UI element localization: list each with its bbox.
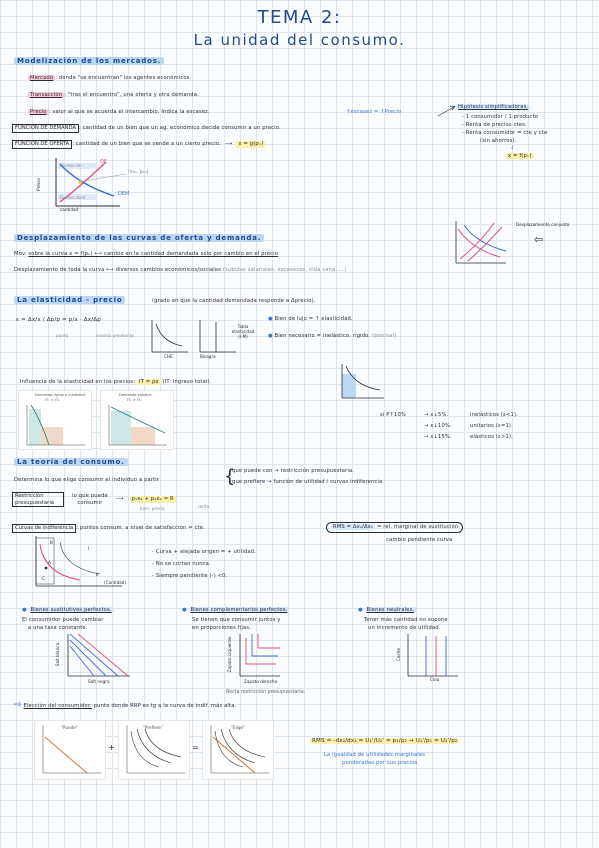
restriccion-note-renta: renta [198, 504, 210, 509]
complementarios-text: Se tienen que consumir juntos y [192, 617, 281, 623]
neutrales-graph [404, 632, 460, 680]
shift-graph [452, 219, 508, 267]
def-mercado: Mercado : donde "se encuentran" los agentes económicos. [30, 75, 192, 81]
sustitutivos-graph [64, 632, 134, 680]
sustitutivos-text: El consumidor puede cambiar [22, 617, 104, 623]
curvas-indiferencia-box: Curvas de indiferencia [12, 524, 76, 533]
neutrales-xlabel: Cola [430, 677, 440, 682]
complementarios-title: ● Bienes complementarios perfectos. [182, 607, 288, 613]
rms-note: cambio pendiente curva [386, 537, 453, 543]
left-arrow-icon: ⇦ [534, 233, 544, 246]
thumb-demanda-elastica: Demanda elástica IT₁ > IT₂ [100, 390, 174, 450]
section-heading-teoria-consumo: La teoría del consumo. [14, 458, 128, 467]
graph-a-label: CHE [164, 354, 173, 359]
neutrales-title: ● Bienes neutrales. [358, 607, 415, 613]
desplazamiento-curva: Desplazamiento de toda la curva ⟷ diversos cambios económicos/sociales (subidas salariales, escaseces, vida sana, ...) [14, 267, 347, 273]
restriccion-formula: p₁x₁ + p₂x₂ = R [131, 496, 174, 502]
hypothesis-item: (sin ahorros). [480, 138, 517, 144]
formula-note-inversa: inversa pendiente [96, 333, 134, 338]
page-subtitle: La unidad del consumo. [193, 31, 406, 49]
page-title: TEMA 2: [257, 7, 342, 28]
graph-label-equilibrium: (x₀₀, p₀₀) [128, 170, 149, 175]
sustitutivos-xlabel: Salt negra [88, 679, 110, 684]
ci-label-i: I [88, 546, 90, 551]
hypothesis-item: - Renta de precios ctes. [462, 122, 527, 128]
hypothesis-item: - 1 consumidor / 1 producto [462, 114, 539, 120]
choice-image-puede: "Puede" [34, 720, 106, 780]
rms-equality-formula: RMS = -dx₂/dx₁ = U₁'/U₂' = p₁/p₂ → U₁'/p₁ = U₂'/p₂ [312, 738, 458, 744]
arrow-icon: ⟶ [116, 496, 124, 502]
restriccion-text: lo que puede consumir [72, 492, 108, 506]
funcion-oferta-box: FUNCIÓN DE OFERTA [12, 140, 72, 149]
graph-b-label: Bisagra [200, 354, 216, 359]
elasticidad-formula: ε = Δx/x / Δp/p = p/x · Δx/Δp [16, 317, 101, 323]
funcion-demanda-box: FUNCIÓN DE DEMANDA [12, 124, 79, 133]
shift-label: Desplazamiento conjunto [516, 222, 570, 227]
restriccion-row [12, 492, 176, 507]
bien-necesario: ● Bien necesario = inelástico, rígido. (pan/sal) [268, 333, 397, 339]
formula-note-punto: punto [56, 333, 69, 338]
brace-prefiere: que prefiere → función de utilidad / curvas indiferencia [232, 479, 383, 485]
mov-sobre-curva: Mov. sobre la curva x = f(pₓ) ⟷ cambio en la cantidad demandada sólo por cambio en el precio [14, 251, 279, 257]
def-funcion-oferta [12, 140, 265, 149]
neutrales-text: un incremento de utilidad. [368, 625, 441, 631]
sustitutivos-title: ● Bienes sustitutivos perfectos. [22, 607, 112, 613]
neutrales-ylabel: Coche [396, 647, 402, 662]
rms-equality-note: La igualdad de utilidades marginales [324, 752, 426, 758]
it-graph [338, 362, 388, 402]
ci-property: - No se cortan nunca. [152, 561, 211, 567]
elasticity-graph-a [148, 318, 192, 356]
graph-c-label: Tabla elasticidad (I·M) [231, 324, 255, 339]
brace-icon: { [224, 466, 236, 487]
graph-label-of: OF [100, 159, 107, 165]
complementarios-text: en proporciones fijas. [192, 625, 251, 631]
ci-label-ii: II [96, 572, 99, 577]
neutrales-text: Tener más cantidad no supone [364, 617, 448, 623]
eleccion-row: ⇨ Elección del consumidor: punto donde RRP es tg a la curva de indif. más alta. [14, 700, 237, 710]
hypothesis-item: - Renta consumidor = cte y cte [462, 130, 548, 136]
bien-lujo: ● Bien de lujo = ↑ elasticidad. [268, 316, 353, 322]
brace-puede: que puede con → restricción presupuestaria. [232, 468, 355, 474]
ci-property: - Curva + alejada origen = + utilidad. [152, 549, 256, 555]
graph-label-exceso-of: Exceso de [60, 163, 82, 168]
funcion-demanda-text: : cantidad de un bien que un ag. económico decide consumir a un precio. [78, 125, 281, 131]
pct-row: → x↓15%. elásticos (ε>1). [424, 434, 513, 440]
sustitutivos-ylabel: Salt blanca [55, 642, 61, 667]
op-plus: + [108, 743, 115, 752]
rms-equality-note: ponderadas por sus precios. [342, 760, 420, 766]
thumb-demanda-rigida: Demanda rígida o inelástica IT₁ < IT₂ [18, 390, 92, 450]
arrow-icon: ⟶ [224, 141, 233, 147]
pct-row: si P↑10% → x↓5%. inelásticos (ε<1). [380, 412, 518, 418]
ci-label-a: A [48, 560, 51, 565]
graph-axis-y: Precio [35, 178, 41, 191]
choice-image-elige: "Elige" [202, 720, 274, 780]
complementarios-graph [236, 632, 282, 680]
down-arrow-icon: ↓ [510, 145, 515, 151]
section-heading-elasticidad: La elasticidad - precio [14, 296, 125, 305]
ci-label-cantidad: (Cantidad) [104, 580, 127, 585]
funcion-oferta-formula: x = g(pₓ) [238, 141, 264, 147]
influencia-elasticidad: Influencia de la elasticidad en los precios: IT = px (IT: ingreso total). [20, 379, 212, 385]
ci-property: - Siempre pendiente (-) <0. [152, 573, 228, 579]
hypothesis-title: Hipótesis simplificadoras. [458, 104, 529, 110]
graph-label-dem: DEM [118, 191, 130, 197]
graph-axis-x: cantidad [60, 207, 79, 212]
def-precio: Precio : valor al que se acuerda el intercambio. Indica la escasez. [30, 109, 210, 115]
curvas-indiferencia-text: : puntos consum. a nivel de satisfacción = cte. [76, 525, 205, 531]
hypothesis-formula: x = f(pₓ) [508, 153, 532, 159]
graph-label-exceso-dem: Exceso dem. [60, 195, 87, 200]
op-equals: = [192, 743, 199, 752]
recta-label: Recta restricción presupuestaria. [226, 690, 306, 695]
indifference-graph [30, 534, 140, 594]
hypothesis-arrow-icon [438, 104, 458, 118]
complementarios-ylabel: Zapato izquierdo [227, 636, 233, 673]
precio-note: ↑escasez = ↑Precio [346, 109, 402, 115]
def-transaccion: Transacción : "tras el encuentro", una oferta y otra demanda. [30, 92, 199, 98]
restriccion-note: bien, precio [140, 506, 165, 511]
right-arrow-icon: ⇨ [14, 700, 22, 710]
complementarios-xlabel: Zapato derecho [244, 679, 278, 684]
ci-label-c: C [42, 576, 45, 581]
section-heading-modelizacion: Modelización de los mercados. [14, 57, 164, 66]
choice-image-prefiere: "Prefiere" [118, 720, 190, 780]
sustitutivos-text: a una tasa constante. [28, 625, 88, 631]
funcion-oferta-text: : cantidad de un bien que se vende a un cierto precio. [72, 141, 221, 147]
restriccion-box: Restricción presupuestaria [12, 492, 64, 507]
def-funcion-demanda [12, 124, 281, 133]
ci-label-b: B [50, 540, 53, 545]
elasticidad-note: (grado en que la cantidad demandada responde a Δprecio). [152, 298, 316, 304]
supply-demand-graph [36, 156, 156, 214]
curvas-indiferencia-row [12, 524, 205, 533]
determina-text: Determina lo que elige consumir el individuo a partir [14, 477, 160, 483]
pct-row: → x↓10%. unitarios (ε=1). [424, 423, 513, 429]
section-heading-desplazamiento: Desplazamiento de las curvas de oferta y demanda. [14, 234, 264, 243]
rms-box: RMS = Δx₂/Δx₁ = rel. marginal de sustitución [326, 522, 463, 533]
